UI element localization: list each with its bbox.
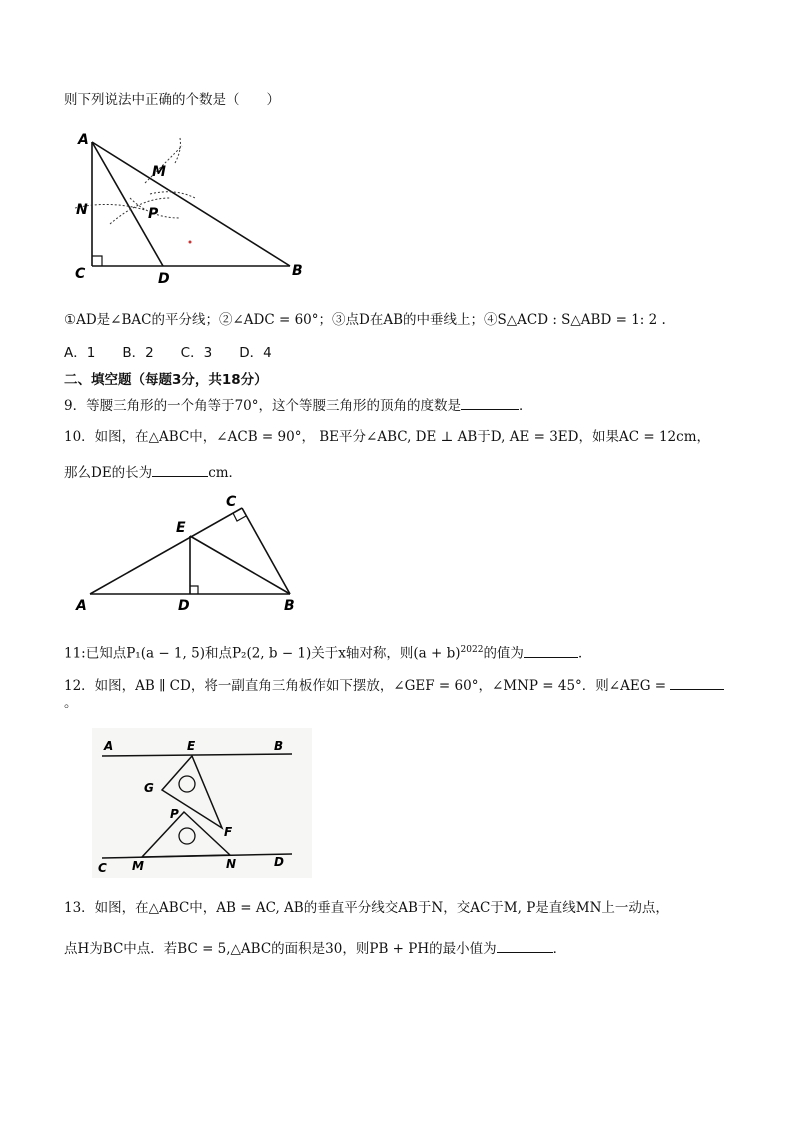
label-p: P xyxy=(148,206,159,222)
right-angle-d xyxy=(190,586,198,594)
q13-line1: 13．如图，在△ABC中，AB = AC, AB的垂直平分线交AB于N，交AC于M, P是直线MN上一动点， xyxy=(64,900,669,916)
label-e: E xyxy=(176,520,186,536)
label-f: F xyxy=(224,825,233,839)
q10-line1: 10．如图，在△ABC中，∠ACB = 90°， BE平分∠ABC, DE ⊥ AB于D, AE = 3ED，如果AC = 12cm， xyxy=(64,429,711,445)
label-d: D xyxy=(274,855,284,869)
q11-exponent: 2022 xyxy=(460,645,484,655)
label-p: P xyxy=(170,807,179,821)
q9-end: ． xyxy=(519,398,533,414)
q10-line2-pre: 那么DE的长为 xyxy=(64,465,153,481)
q12-blank[interactable] xyxy=(670,675,724,690)
label-m: M xyxy=(132,859,144,873)
label-d: D xyxy=(158,271,170,287)
arc-p2 xyxy=(110,198,170,224)
label-e: E xyxy=(187,739,196,753)
segment-ad xyxy=(92,142,163,266)
segment-be xyxy=(190,536,290,594)
section-title: 二、填空题（每题3分，共18分） xyxy=(64,372,268,388)
q8-statements: ①AD是∠BAC的平分线；②∠ADC = 60°；③点D在AB的中垂线上；④S△ACD : S△ABD = 1: 2 . xyxy=(64,312,666,328)
q12 xyxy=(64,675,724,696)
segment-ac xyxy=(90,508,242,594)
q10-line2 xyxy=(64,462,242,483)
label-b: B xyxy=(284,598,295,614)
q9-blank[interactable] xyxy=(461,395,519,410)
q9-text: 9．等腰三角形的一个角等于70°，这个等腰三角形的顶角的度数是 xyxy=(64,398,462,414)
q12-text: 12．如图，AB ∥ CD，将一副直角三角板作如下摆放，∠GEF = 60°，∠MNP = 45°．则∠AEG = xyxy=(64,678,667,694)
right-angle-mark xyxy=(92,256,102,266)
label-c: C xyxy=(75,266,86,282)
label-c: C xyxy=(98,861,107,875)
q10-triangle-figure xyxy=(70,490,320,620)
label-g: G xyxy=(144,781,154,795)
q13-line2 xyxy=(64,938,566,959)
label-b: B xyxy=(274,739,284,753)
segment-cb xyxy=(242,508,290,594)
segment-ab xyxy=(92,142,290,266)
label-a: A xyxy=(78,132,89,148)
q11-post: 的值为 xyxy=(483,645,524,662)
q12-parallel-figure xyxy=(92,728,312,878)
right-angle-c xyxy=(233,513,246,521)
q8-triangle-figure xyxy=(70,128,340,288)
q11 xyxy=(64,640,591,664)
q8-options: A．1 B．2 C．3 D．4 xyxy=(64,345,272,361)
q13-blank[interactable] xyxy=(497,938,553,953)
label-n: N xyxy=(226,857,237,871)
label-a: A xyxy=(104,739,114,753)
q11-end: ． xyxy=(577,645,592,662)
label-c: C xyxy=(226,494,237,510)
q13-line2-pre: 点H为BC中点．若BC = 5,△ABC的面积是30，则PB + PH的最小值为 xyxy=(64,941,497,957)
label-a: A xyxy=(76,598,87,614)
q13-line2-end: ． xyxy=(552,941,567,957)
q12-end: 。 xyxy=(64,695,78,711)
q9 xyxy=(64,395,533,416)
q10-blank[interactable] xyxy=(152,462,208,477)
q11-pre: 11:已知点P₁(a − 1, 5)和点P₂(2, b − 1)关于x轴对称，则(a + b) xyxy=(64,645,461,662)
q8-stem: 则下列说法中正确的个数是（ ） xyxy=(64,92,280,108)
label-d: D xyxy=(178,598,190,614)
label-n: N xyxy=(76,202,88,218)
q11-blank[interactable] xyxy=(524,643,578,658)
stray-mark xyxy=(189,241,192,244)
label-b: B xyxy=(292,263,303,279)
q10-line2-post: cm． xyxy=(208,465,243,481)
label-m: M xyxy=(152,164,166,180)
